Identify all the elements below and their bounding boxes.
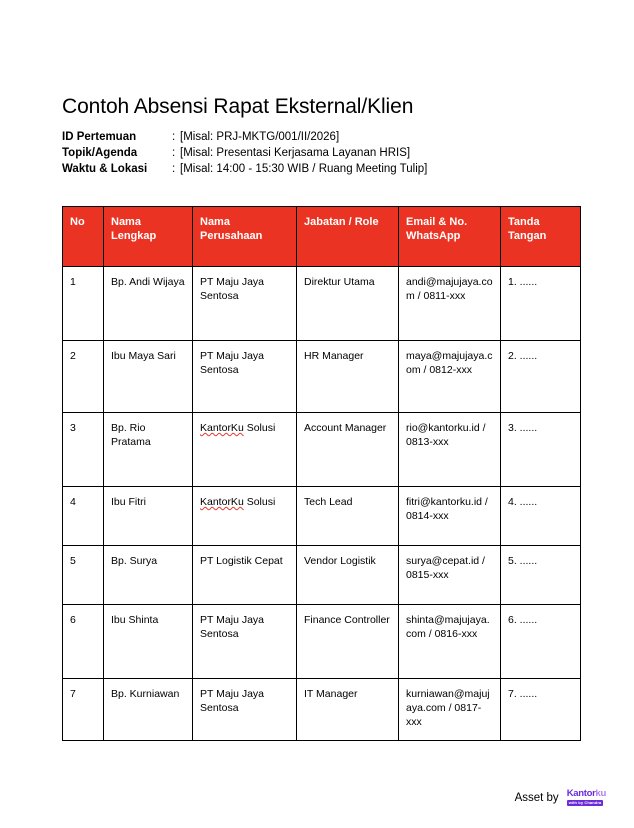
meta-label: Topik/Agenda: [62, 147, 138, 159]
table-row: [63, 413, 581, 487]
company-rest: PT Maju Jaya Sentosa: [200, 350, 264, 376]
cell-no: 7: [63, 679, 104, 741]
cell-nama-lengkap: Ibu Maya Sari: [104, 341, 193, 413]
page-title: Contoh Absensi Rapat Eksternal/Klien: [62, 95, 414, 118]
kantorku-logo[interactable]: [567, 789, 606, 806]
column-header-jabatan-role: Jabatan / Role: [297, 207, 399, 267]
cell-nama-lengkap: Ibu Shinta: [104, 605, 193, 679]
cell-no: 4: [63, 487, 104, 546]
company-rest: Solusi: [243, 496, 276, 508]
company-rest: PT Maju Jaya Sentosa: [200, 276, 264, 302]
meta-colon: :: [172, 131, 176, 143]
meta-value: [Misal: 14:00 - 15:30 WIB / Ruang Meeting Tulip]: [180, 163, 428, 175]
cell-nama-perusahaan: [193, 413, 297, 487]
meta-colon: :: [172, 163, 176, 175]
cell-tanda-tangan[interactable]: 4. ......: [501, 487, 581, 546]
table-row: [63, 267, 581, 341]
spellcheck-word: KantorKu: [200, 422, 244, 434]
cell-nama-perusahaan: [193, 267, 297, 341]
cell-nama-perusahaan: [193, 679, 297, 741]
meta-row-topik-agenda: [62, 145, 582, 161]
company-rest: PT Maju Jaya Sentosa: [200, 688, 264, 714]
cell-jabatan-role: Finance Controller: [297, 605, 399, 679]
cell-no: 6: [63, 605, 104, 679]
cell-tanda-tangan[interactable]: 3. ......: [501, 413, 581, 487]
table-row: [63, 487, 581, 546]
table-header: [63, 207, 581, 267]
logo-badge: with by Chandra: [568, 800, 602, 805]
cell-email-whatsapp: maya@majujaya.com / 0812-xxx: [399, 341, 501, 413]
cell-nama-lengkap: Bp. Surya: [104, 546, 193, 605]
meeting-meta-block: [62, 129, 582, 177]
logo-text-kantor: Kantor: [566, 788, 596, 799]
cell-nama-lengkap: Ibu Fitri: [104, 487, 193, 546]
attendance-table: [62, 206, 581, 741]
table-row: [63, 679, 581, 741]
cell-no: 2: [63, 341, 104, 413]
column-header-tanda-tangan: Tanda Tangan: [501, 207, 581, 267]
cell-tanda-tangan[interactable]: 2. ......: [501, 341, 581, 413]
table-row: [63, 605, 581, 679]
cell-tanda-tangan[interactable]: 6. ......: [501, 605, 581, 679]
column-header-nama-lengkap: Nama Lengkap: [104, 207, 193, 267]
cell-email-whatsapp: andi@majujaya.com / 0811-xxx: [399, 267, 501, 341]
meta-colon: :: [172, 147, 176, 159]
cell-nama-lengkap: Bp. Kurniawan: [104, 679, 193, 741]
cell-no: 3: [63, 413, 104, 487]
meta-value: [Misal: Presentasi Kerjasama Layanan HRIS]: [180, 147, 411, 159]
cell-tanda-tangan[interactable]: 1. ......: [501, 267, 581, 341]
company-rest: PT Logistik Cepat: [200, 555, 283, 567]
cell-jabatan-role: Tech Lead: [297, 487, 399, 546]
company-rest: Solusi: [243, 422, 276, 434]
logo-wordmark: [567, 789, 606, 799]
cell-nama-perusahaan: [193, 546, 297, 605]
cell-nama-perusahaan: [193, 605, 297, 679]
company-rest: PT Maju Jaya Sentosa: [200, 614, 264, 640]
cell-email-whatsapp: fitri@kantorku.id / 0814-xxx: [399, 487, 501, 546]
cell-nama-lengkap: Bp. Andi Wijaya: [104, 267, 193, 341]
cell-nama-perusahaan: [193, 487, 297, 546]
cell-tanda-tangan[interactable]: 7. ......: [501, 679, 581, 741]
cell-email-whatsapp: surya@cepat.id / 0815-xxx: [399, 546, 501, 605]
spellcheck-word: KantorKu: [200, 496, 244, 508]
meta-label: ID Pertemuan: [62, 131, 137, 143]
cell-email-whatsapp: rio@kantorku.id / 0813-xxx: [399, 413, 501, 487]
cell-jabatan-role: IT Manager: [297, 679, 399, 741]
meta-row-waktu-lokasi: [62, 161, 582, 177]
logo-text-ku: ku: [595, 788, 606, 799]
table-row: [63, 546, 581, 605]
cell-no: 1: [63, 267, 104, 341]
table-row: [63, 341, 581, 413]
column-header-no: No: [63, 207, 104, 267]
column-header-nama-perusahaan: Nama Perusahaan: [193, 207, 297, 267]
cell-jabatan-role: HR Manager: [297, 341, 399, 413]
asset-by-label: Asset by: [514, 791, 559, 804]
meta-label: Waktu & Lokasi: [62, 163, 148, 175]
cell-nama-perusahaan: [193, 341, 297, 413]
meta-value: [Misal: PRJ-MKTG/001/II/2026]: [180, 131, 340, 143]
table-body: [63, 267, 581, 741]
cell-jabatan-role: Account Manager: [297, 413, 399, 487]
cell-jabatan-role: Vendor Logistik: [297, 546, 399, 605]
cell-email-whatsapp: kurniawan@majujaya.com / 0817-xxx: [399, 679, 501, 741]
cell-nama-lengkap: Bp. Rio Pratama: [104, 413, 193, 487]
footer-credit: [515, 789, 606, 806]
cell-email-whatsapp: shinta@majujaya.com / 0816-xxx: [399, 605, 501, 679]
cell-no: 5: [63, 546, 104, 605]
meta-row-id-pertemuan: [62, 129, 582, 145]
cell-tanda-tangan[interactable]: 5. ......: [501, 546, 581, 605]
column-header-email-whatsapp: Email & No. WhatsApp: [399, 207, 501, 267]
table-header-row: [63, 207, 581, 267]
cell-jabatan-role: Direktur Utama: [297, 267, 399, 341]
